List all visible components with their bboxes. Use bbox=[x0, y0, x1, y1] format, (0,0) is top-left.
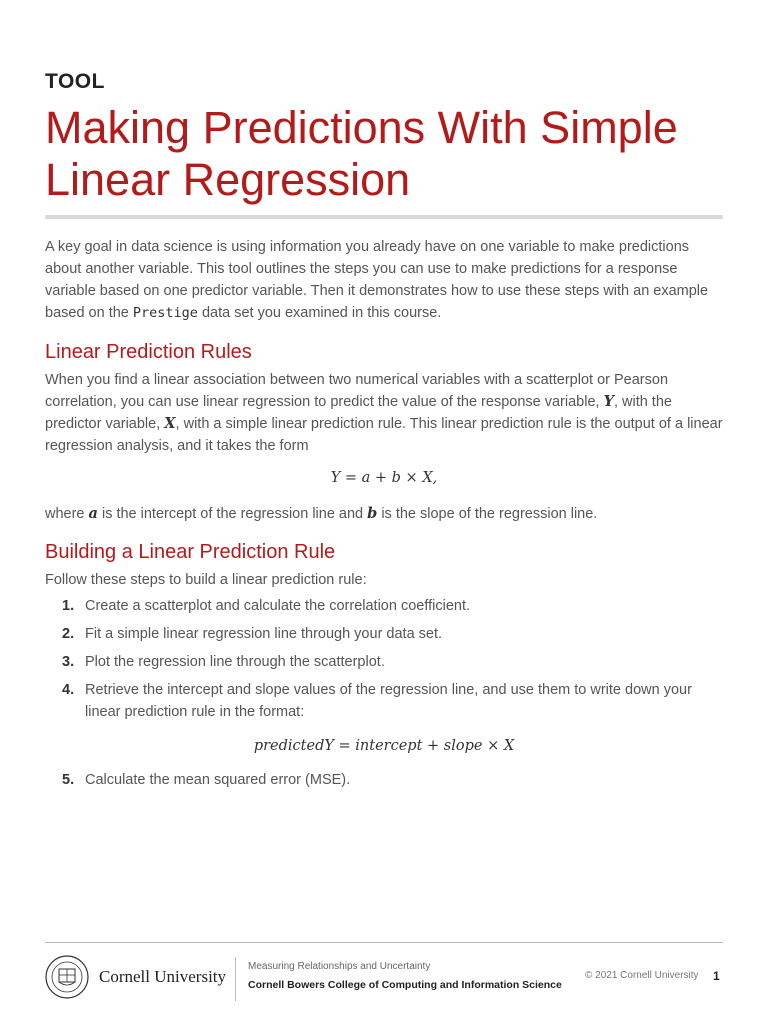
s1-text-a: When you find a linear association between two numerical variables with a scatterplot or Pearson correlation, you can use linear regression to predict the value of the response variable, bbox=[45, 372, 669, 410]
s1-p2-text-a: where bbox=[45, 506, 89, 522]
copyright: © 2021 Cornell University bbox=[585, 970, 699, 981]
course-name: Measuring Relationships and Uncertainty bbox=[248, 961, 431, 972]
intro-text-2: data set you examined in this course. bbox=[197, 305, 442, 321]
intro-paragraph bbox=[45, 236, 723, 324]
document-kicker: TOOL bbox=[45, 70, 105, 93]
footer-separator bbox=[235, 957, 236, 1001]
step-number: 4. bbox=[62, 682, 75, 698]
page-footer bbox=[45, 955, 723, 1005]
title-divider bbox=[45, 215, 723, 219]
step-text: Create a scatterplot and calculate the correlation coefficient. bbox=[85, 598, 471, 614]
step4-equation: predictedY = intercept + slope × X bbox=[253, 738, 515, 754]
footer-divider bbox=[45, 942, 723, 943]
s1-text-b: , with the predictor variable, bbox=[45, 394, 672, 432]
list-item bbox=[45, 623, 723, 645]
var-a: a bbox=[88, 505, 98, 522]
list-item bbox=[45, 651, 723, 673]
college-name: Cornell Bowers College of Computing and Information Science bbox=[248, 979, 562, 991]
section-heading-linear-prediction-rules: Linear Prediction Rules bbox=[45, 341, 252, 363]
intro-text-1: A key goal in data science is using information you already have on one variable to make predictions about another variable. This tool outlines the steps you can use to make predictions for a response variable based on one predictor variable. Then it demonstrates how to use these steps with an example based on the bbox=[45, 239, 709, 321]
step-number: 1. bbox=[62, 598, 75, 614]
var-b: b bbox=[367, 505, 378, 522]
steps-list bbox=[45, 595, 723, 791]
intro-code-prestige: Prestige bbox=[132, 305, 198, 321]
prediction-rule-equation: Y = a + b × X, bbox=[330, 470, 438, 486]
list-item bbox=[45, 679, 723, 757]
section-heading-building-rule: Building a Linear Prediction Rule bbox=[45, 541, 336, 563]
list-item bbox=[45, 769, 723, 791]
step-number: 5. bbox=[62, 772, 75, 788]
step-text: Plot the regression line through the scatterplot. bbox=[85, 654, 385, 670]
cornell-seal-icon bbox=[45, 955, 89, 999]
university-name: Cornell University bbox=[99, 967, 227, 986]
s1-p2-text-b: is the intercept of the regression line and bbox=[97, 506, 368, 522]
section2-intro: Follow these steps to build a linear prediction rule: bbox=[45, 572, 367, 588]
step-text: Retrieve the intercept and slope values of the regression line, and use them to write down your linear prediction rule in the format: bbox=[85, 682, 692, 720]
list-item bbox=[45, 595, 723, 617]
step-text: Fit a simple linear regression line through your data set. bbox=[85, 626, 443, 642]
section1-paragraph-1 bbox=[45, 369, 723, 457]
page-number: 1 bbox=[713, 969, 720, 983]
step-text: Calculate the mean squared error (MSE). bbox=[85, 772, 351, 788]
section1-paragraph-2 bbox=[45, 503, 723, 525]
s1-p2-text-c: is the slope of the regression line. bbox=[377, 506, 598, 522]
document-title: Making Predictions With Simple Linear Regression bbox=[45, 102, 678, 205]
step-number: 2. bbox=[62, 626, 75, 642]
var-x: X bbox=[164, 415, 176, 432]
step-number: 3. bbox=[62, 654, 75, 670]
s1-text-c: , with a simple linear prediction rule. This linear prediction rule is the output of a linear regression analysis, and it takes the form bbox=[45, 416, 723, 454]
var-y: Y bbox=[603, 393, 614, 410]
